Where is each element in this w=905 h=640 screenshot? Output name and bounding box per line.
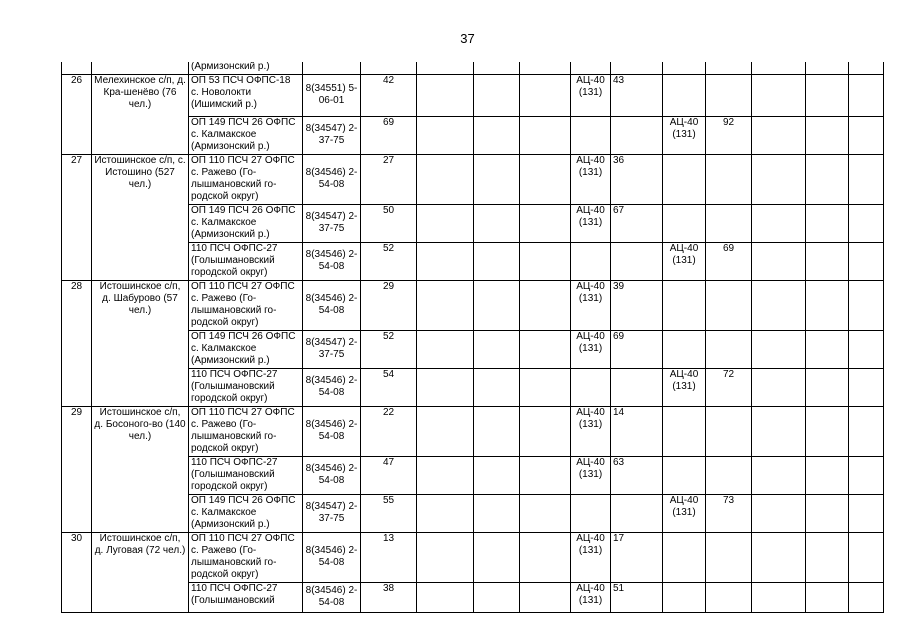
cell bbox=[474, 154, 520, 204]
phone-number: 8(34546) 2-54-08 bbox=[303, 532, 361, 582]
cell bbox=[849, 368, 884, 406]
phone-number: 8(34546) 2-54-08 bbox=[303, 406, 361, 456]
fire-units-table bbox=[61, 62, 884, 613]
cell bbox=[474, 456, 520, 494]
cell bbox=[417, 494, 474, 532]
vehicle-secondary bbox=[663, 406, 706, 456]
distance-km: 52 bbox=[361, 330, 417, 368]
arrival-time-primary: 14 bbox=[611, 406, 663, 456]
distance-km: 22 bbox=[361, 406, 417, 456]
cell bbox=[849, 494, 884, 532]
cell bbox=[417, 368, 474, 406]
cell bbox=[474, 62, 520, 74]
arrival-time-primary: 36 bbox=[611, 154, 663, 204]
table-row bbox=[62, 74, 884, 116]
cell bbox=[417, 74, 474, 116]
cell bbox=[752, 330, 806, 368]
cell bbox=[474, 242, 520, 280]
cell bbox=[417, 582, 474, 612]
arrival-time-primary bbox=[611, 494, 663, 532]
cell bbox=[571, 62, 611, 74]
arrival-time-primary: 69 bbox=[611, 330, 663, 368]
distance-km: 69 bbox=[361, 116, 417, 154]
cell bbox=[806, 242, 849, 280]
cell bbox=[752, 582, 806, 612]
cell bbox=[417, 532, 474, 582]
phone-number: 8(34546) 2-54-08 bbox=[303, 154, 361, 204]
arrival-time-primary: 17 bbox=[611, 532, 663, 582]
arrival-time-secondary bbox=[706, 280, 752, 330]
cell bbox=[520, 532, 571, 582]
cell bbox=[520, 62, 571, 74]
phone-number: 8(34547) 2-37-75 bbox=[303, 204, 361, 242]
cell bbox=[849, 280, 884, 330]
vehicle-secondary bbox=[663, 330, 706, 368]
arrival-time-primary: 51 bbox=[611, 582, 663, 612]
cell bbox=[849, 330, 884, 368]
cell bbox=[417, 154, 474, 204]
vehicle-primary: АЦ-40 (131) bbox=[571, 204, 611, 242]
cell bbox=[806, 368, 849, 406]
cell bbox=[806, 456, 849, 494]
cell bbox=[849, 406, 884, 456]
cell bbox=[303, 62, 361, 74]
arrival-time-primary: 39 bbox=[611, 280, 663, 330]
cell bbox=[417, 330, 474, 368]
arrival-time-primary bbox=[611, 368, 663, 406]
cell bbox=[520, 406, 571, 456]
table-row bbox=[62, 280, 884, 330]
fire-unit: ОП 110 ПСЧ 27 ОФПС с. Ражево (Го-лышмановский го-родской округ) bbox=[189, 406, 303, 456]
settlement-name: Истошинское с/п, д. Луговая (72 чел.) bbox=[92, 532, 189, 612]
page-number: 37 bbox=[460, 31, 475, 46]
vehicle-primary bbox=[571, 368, 611, 406]
fire-unit: 110 ПСЧ ОФПС-27 (Голышмановский городской округ) bbox=[189, 456, 303, 494]
cell bbox=[752, 280, 806, 330]
fire-unit: ОП 53 ПСЧ ОФПС-18 с. Новолокти (Ишимский р.) bbox=[189, 74, 303, 116]
vehicle-primary: АЦ-40 (131) bbox=[571, 406, 611, 456]
fire-unit: ОП 149 ПСЧ 26 ОФПС с. Калмакское (Армизонский р.) bbox=[189, 116, 303, 154]
cell bbox=[520, 330, 571, 368]
cell bbox=[806, 330, 849, 368]
cell bbox=[474, 204, 520, 242]
distance-km: 50 bbox=[361, 204, 417, 242]
arrival-time-primary bbox=[611, 242, 663, 280]
arrival-time-secondary bbox=[706, 154, 752, 204]
fire-unit: 110 ПСЧ ОФПС-27 (Голышмановский городской округ) bbox=[189, 368, 303, 406]
carry-over-row bbox=[62, 62, 884, 74]
phone-number: 8(34547) 2-37-75 bbox=[303, 494, 361, 532]
row-number: 27 bbox=[62, 154, 92, 280]
cell bbox=[92, 62, 189, 74]
cell bbox=[849, 62, 884, 74]
cell bbox=[849, 74, 884, 116]
phone-number: 8(34546) 2-54-08 bbox=[303, 456, 361, 494]
cell bbox=[417, 456, 474, 494]
arrival-time-secondary: 72 bbox=[706, 368, 752, 406]
vehicle-primary bbox=[571, 242, 611, 280]
vehicle-primary bbox=[571, 494, 611, 532]
distance-km: 27 bbox=[361, 154, 417, 204]
cell bbox=[849, 154, 884, 204]
row-number: 28 bbox=[62, 280, 92, 406]
cell bbox=[806, 116, 849, 154]
vehicle-secondary bbox=[663, 280, 706, 330]
vehicle-secondary bbox=[663, 532, 706, 582]
cell bbox=[752, 116, 806, 154]
cell bbox=[474, 494, 520, 532]
fire-unit: ОП 149 ПСЧ 26 ОФПС с. Калмакское (Армизонский р.) bbox=[189, 494, 303, 532]
vehicle-secondary bbox=[663, 154, 706, 204]
vehicle-primary bbox=[571, 116, 611, 154]
phone-number: 8(34547) 2-37-75 bbox=[303, 330, 361, 368]
vehicle-primary: АЦ-40 (131) bbox=[571, 74, 611, 116]
distance-km: 54 bbox=[361, 368, 417, 406]
cell bbox=[752, 62, 806, 74]
cell bbox=[520, 204, 571, 242]
fire-unit: ОП 149 ПСЧ 26 ОФПС с. Калмакское (Армизонский р.) bbox=[189, 204, 303, 242]
table-row bbox=[62, 406, 884, 456]
cell bbox=[417, 116, 474, 154]
cell bbox=[752, 242, 806, 280]
cell bbox=[361, 62, 417, 74]
cell bbox=[752, 74, 806, 116]
arrival-time-secondary: 73 bbox=[706, 494, 752, 532]
cell bbox=[752, 532, 806, 582]
vehicle-primary: АЦ-40 (131) bbox=[571, 154, 611, 204]
vehicle-secondary: АЦ-40 (131) bbox=[663, 368, 706, 406]
cell bbox=[806, 406, 849, 456]
arrival-time-secondary bbox=[706, 456, 752, 494]
cell bbox=[520, 242, 571, 280]
phone-number: 8(34546) 2-54-08 bbox=[303, 368, 361, 406]
cell bbox=[417, 62, 474, 74]
arrival-time-secondary: 69 bbox=[706, 242, 752, 280]
distance-km: 42 bbox=[361, 74, 417, 116]
phone-number: 8(34546) 2-54-08 bbox=[303, 280, 361, 330]
cell bbox=[806, 532, 849, 582]
settlement-name: Истошинское с/п, д. Босоного-во (140 чел.) bbox=[92, 406, 189, 532]
fire-unit: 110 ПСЧ ОФПС-27 (Голышмановский городской округ) bbox=[189, 242, 303, 280]
cell bbox=[474, 330, 520, 368]
distance-km: 55 bbox=[361, 494, 417, 532]
arrival-time-primary: 43 bbox=[611, 74, 663, 116]
cell bbox=[806, 74, 849, 116]
fire-unit: ОП 110 ПСЧ 27 ОФПС с. Ражево (Го-лышмановский го-родской округ) bbox=[189, 280, 303, 330]
arrival-time-secondary bbox=[706, 330, 752, 368]
cell bbox=[752, 494, 806, 532]
cell bbox=[752, 368, 806, 406]
row-number: 26 bbox=[62, 74, 92, 154]
fire-unit: ОП 110 ПСЧ 27 ОФПС с. Ражево (Го-лышмановский го-родской округ) bbox=[189, 154, 303, 204]
cell bbox=[806, 62, 849, 74]
distance-km: 29 bbox=[361, 280, 417, 330]
cell bbox=[806, 582, 849, 612]
cell bbox=[806, 494, 849, 532]
cell bbox=[806, 154, 849, 204]
arrival-time-secondary bbox=[706, 406, 752, 456]
cell bbox=[417, 204, 474, 242]
cell bbox=[706, 62, 752, 74]
cell bbox=[849, 116, 884, 154]
vehicle-primary: АЦ-40 (131) bbox=[571, 330, 611, 368]
vehicle-secondary bbox=[663, 74, 706, 116]
arrival-time-primary: 67 bbox=[611, 204, 663, 242]
arrival-time-primary bbox=[611, 116, 663, 154]
cell bbox=[474, 532, 520, 582]
fire-unit: ОП 149 ПСЧ 26 ОФПС с. Калмакское (Армизонский р.) bbox=[189, 330, 303, 368]
arrival-time-secondary: 92 bbox=[706, 116, 752, 154]
cell bbox=[520, 368, 571, 406]
distance-km: 47 bbox=[361, 456, 417, 494]
cell bbox=[520, 582, 571, 612]
distance-km: 52 bbox=[361, 242, 417, 280]
fire-unit: 110 ПСЧ ОФПС-27 (Голышмановский bbox=[189, 582, 303, 612]
vehicle-primary: АЦ-40 (131) bbox=[571, 456, 611, 494]
cell bbox=[474, 116, 520, 154]
table-row bbox=[62, 154, 884, 204]
settlement-name: Истошинское с/п, с. Истошино (527 чел.) bbox=[92, 154, 189, 280]
cell bbox=[520, 154, 571, 204]
phone-number: 8(34546) 2-54-08 bbox=[303, 582, 361, 612]
cell bbox=[611, 62, 663, 74]
vehicle-primary: АЦ-40 (131) bbox=[571, 532, 611, 582]
cell bbox=[417, 406, 474, 456]
vehicle-secondary: АЦ-40 (131) bbox=[663, 242, 706, 280]
arrival-time-secondary bbox=[706, 582, 752, 612]
vehicle-secondary bbox=[663, 456, 706, 494]
phone-number: 8(34546) 2-54-08 bbox=[303, 242, 361, 280]
distance-km: 38 bbox=[361, 582, 417, 612]
cell bbox=[752, 406, 806, 456]
vehicle-secondary bbox=[663, 582, 706, 612]
phone-number: 8(34551) 5-06-01 bbox=[303, 74, 361, 116]
cell bbox=[520, 494, 571, 532]
cell bbox=[474, 406, 520, 456]
cell bbox=[806, 204, 849, 242]
vehicle-secondary bbox=[663, 204, 706, 242]
settlement-name: Мелехинское с/п, д. Кра-шенёво (76 чел.) bbox=[92, 74, 189, 154]
vehicle-primary: АЦ-40 (131) bbox=[571, 280, 611, 330]
arrival-time-secondary bbox=[706, 204, 752, 242]
vehicle-secondary: АЦ-40 (131) bbox=[663, 116, 706, 154]
table-row bbox=[62, 532, 884, 582]
row-number: 29 bbox=[62, 406, 92, 532]
cell bbox=[663, 62, 706, 74]
distance-km: 13 bbox=[361, 532, 417, 582]
cell bbox=[474, 280, 520, 330]
arrival-time-secondary bbox=[706, 532, 752, 582]
cell bbox=[849, 582, 884, 612]
cell bbox=[62, 62, 92, 74]
cell bbox=[520, 74, 571, 116]
cell bbox=[849, 204, 884, 242]
cell bbox=[474, 582, 520, 612]
cell bbox=[806, 280, 849, 330]
cell bbox=[849, 456, 884, 494]
cell bbox=[417, 242, 474, 280]
cell bbox=[520, 456, 571, 494]
cell bbox=[752, 204, 806, 242]
cell bbox=[474, 74, 520, 116]
row-number: 30 bbox=[62, 532, 92, 612]
phone-number: 8(34547) 2-37-75 bbox=[303, 116, 361, 154]
vehicle-primary: АЦ-40 (131) bbox=[571, 582, 611, 612]
vehicle-secondary: АЦ-40 (131) bbox=[663, 494, 706, 532]
cell bbox=[849, 242, 884, 280]
cell bbox=[752, 154, 806, 204]
cell bbox=[520, 280, 571, 330]
arrival-time-primary: 63 bbox=[611, 456, 663, 494]
table-body bbox=[62, 62, 884, 612]
settlement-name: Истошинское с/п, д. Шабурово (57 чел.) bbox=[92, 280, 189, 406]
cell bbox=[474, 368, 520, 406]
arrival-time-secondary bbox=[706, 74, 752, 116]
carry-over-text: (Армизонский р.) bbox=[189, 62, 303, 74]
cell bbox=[849, 532, 884, 582]
fire-unit: ОП 110 ПСЧ 27 ОФПС с. Ражево (Го-лышмановский го-родской округ) bbox=[189, 532, 303, 582]
cell bbox=[417, 280, 474, 330]
cell bbox=[752, 456, 806, 494]
cell bbox=[520, 116, 571, 154]
